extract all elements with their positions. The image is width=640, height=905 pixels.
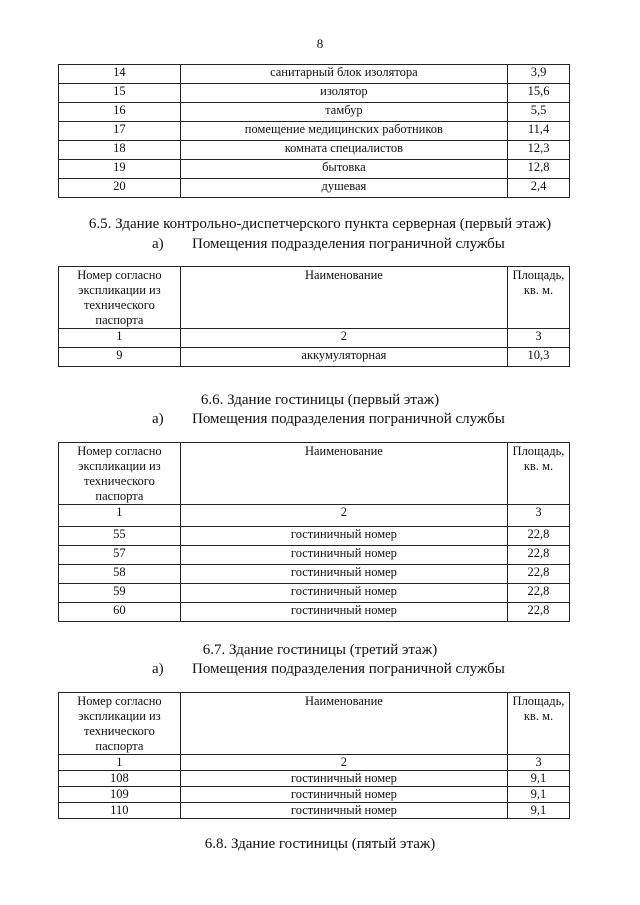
room-name: гостиничный номер	[180, 803, 507, 819]
header-name: Наименование	[180, 443, 507, 505]
room-area: 3,9	[508, 65, 570, 84]
room-area: 9,1	[507, 787, 569, 803]
list-letter: а)	[152, 661, 164, 677]
room-number: 16	[59, 103, 181, 122]
room-area: 22,8	[507, 584, 569, 603]
room-name: гостиничный номер	[180, 771, 507, 787]
rooms-table	[58, 692, 570, 819]
table-row	[59, 803, 570, 819]
room-area: 10,3	[507, 348, 569, 367]
room-area: 5,5	[508, 103, 570, 122]
room-number: 9	[59, 348, 181, 367]
index-1: 1	[59, 505, 181, 527]
table-row	[59, 84, 570, 103]
room-area: 12,8	[508, 160, 570, 179]
subheading-text: Помещения подразделения пограничной службы	[192, 661, 505, 677]
index-1: 1	[59, 755, 181, 771]
room-number: 58	[59, 565, 181, 584]
room-area: 22,8	[507, 527, 569, 546]
room-area: 9,1	[507, 771, 569, 787]
section-subheading	[152, 236, 552, 254]
header-area: Площадь, кв. м.	[507, 267, 569, 329]
room-number: 17	[59, 122, 181, 141]
table-row	[59, 565, 570, 584]
room-area: 11,4	[508, 122, 570, 141]
rooms-table	[58, 442, 570, 622]
table-row	[59, 584, 570, 603]
table-header-row	[59, 693, 570, 755]
room-name: гостиничный номер	[180, 527, 507, 546]
header-number: Номер согласно экспликации из технического паспорта	[59, 443, 181, 505]
index-3: 3	[507, 329, 569, 348]
room-number: 108	[59, 771, 181, 787]
table-row	[59, 771, 570, 787]
table-index-row	[59, 329, 570, 348]
room-number: 60	[59, 603, 181, 622]
section-heading: 6.7. Здание гостиницы (третий этаж)	[202, 642, 438, 658]
room-name: комната специалистов	[180, 141, 507, 160]
room-number: 14	[59, 65, 181, 84]
room-name: гостиничный номер	[180, 565, 507, 584]
section-heading: 6.8. Здание гостиницы (пятый этаж)	[204, 836, 436, 852]
room-name: гостиничный номер	[180, 603, 507, 622]
room-name: изолятор	[180, 84, 507, 103]
table-row	[59, 179, 570, 198]
section-heading: 6.6. Здание гостиницы (первый этаж)	[200, 392, 440, 408]
room-number: 59	[59, 584, 181, 603]
room-name: аккумуляторная	[180, 348, 507, 367]
continued-table	[58, 64, 570, 198]
table-row	[59, 603, 570, 622]
rooms-table	[58, 266, 570, 367]
subheading-text: Помещения подразделения пограничной службы	[192, 236, 505, 252]
table-index-row	[59, 755, 570, 771]
room-number: 109	[59, 787, 181, 803]
index-3: 3	[507, 755, 569, 771]
room-name: бытовка	[180, 160, 507, 179]
index-2: 2	[180, 505, 507, 527]
section-subheading	[152, 661, 552, 679]
list-letter: а)	[152, 236, 164, 252]
section-subheading	[152, 411, 552, 429]
room-name: санитарный блок изолятора	[180, 65, 507, 84]
table-row	[59, 141, 570, 160]
room-name: тамбур	[180, 103, 507, 122]
header-area: Площадь, кв. м.	[507, 693, 569, 755]
room-name: душевая	[180, 179, 507, 198]
header-name: Наименование	[180, 693, 507, 755]
room-name: гостиничный номер	[180, 787, 507, 803]
room-name: гостиничный номер	[180, 546, 507, 565]
room-area: 22,8	[507, 546, 569, 565]
table-index-row	[59, 505, 570, 527]
index-1: 1	[59, 329, 181, 348]
header-name: Наименование	[180, 267, 507, 329]
room-name: гостиничный номер	[180, 584, 507, 603]
index-2: 2	[180, 329, 507, 348]
table-row	[59, 160, 570, 179]
table-row	[59, 65, 570, 84]
section-heading: 6.5. Здание контрольно-диспетчерского пункта серверная (первый этаж)	[88, 216, 552, 232]
index-2: 2	[180, 755, 507, 771]
room-number: 18	[59, 141, 181, 160]
room-number: 57	[59, 546, 181, 565]
index-3: 3	[507, 505, 569, 527]
table-row	[59, 787, 570, 803]
room-number: 19	[59, 160, 181, 179]
page-number: 8	[316, 36, 324, 51]
table-header-row	[59, 443, 570, 505]
table-row	[59, 348, 570, 367]
table-row	[59, 122, 570, 141]
header-area: Площадь, кв. м.	[507, 443, 569, 505]
header-number: Номер согласно экспликации из технического паспорта	[59, 267, 181, 329]
subheading-text: Помещения подразделения пограничной службы	[192, 411, 505, 427]
room-name: помещение медицинских работников	[180, 122, 507, 141]
room-area: 22,8	[507, 565, 569, 584]
room-area: 15,6	[508, 84, 570, 103]
room-number: 15	[59, 84, 181, 103]
header-number: Номер согласно экспликации из технического паспорта	[59, 693, 181, 755]
room-number: 110	[59, 803, 181, 819]
table-row	[59, 546, 570, 565]
table-row	[59, 103, 570, 122]
list-letter: а)	[152, 411, 164, 427]
room-area: 12,3	[508, 141, 570, 160]
table-header-row	[59, 267, 570, 329]
room-number: 20	[59, 179, 181, 198]
room-area: 2,4	[508, 179, 570, 198]
room-number: 55	[59, 527, 181, 546]
table-row	[59, 527, 570, 546]
room-area: 22,8	[507, 603, 569, 622]
room-area: 9,1	[507, 803, 569, 819]
